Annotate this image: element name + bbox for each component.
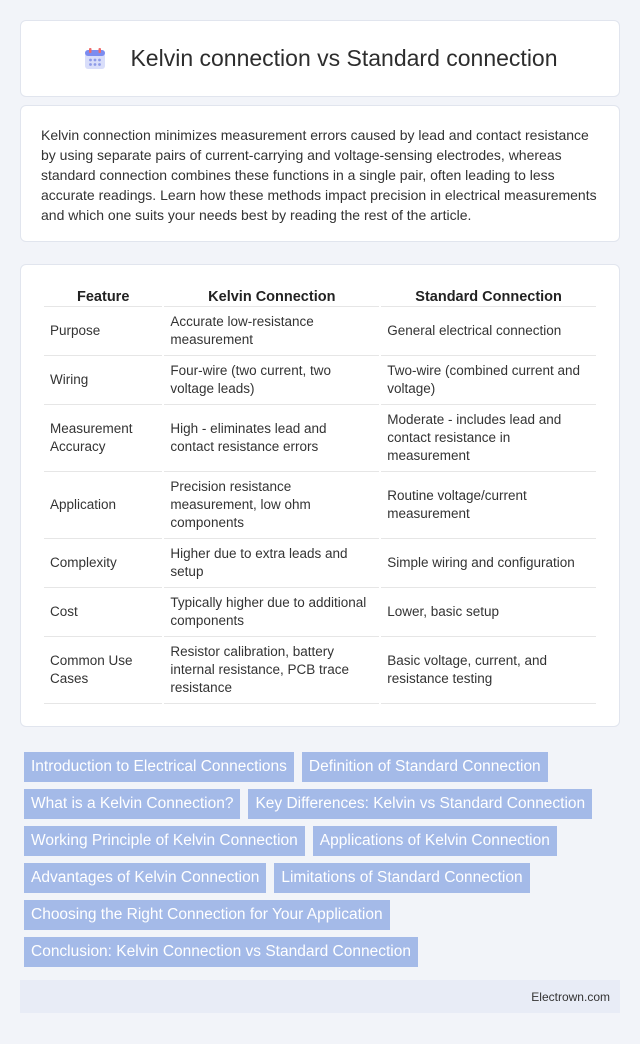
table-cell: Wiring [44,356,162,405]
tag-limitations[interactable]: Limitations of Standard Connection [274,863,529,893]
tag-choosing[interactable]: Choosing the Right Connection for Your Application [24,900,390,930]
header-standard: Standard Connection [381,283,596,307]
table-cell: Routine voltage/current measurement [381,472,596,539]
table-cell: Precision resistance measurement, low ohm components [164,472,379,539]
table-cell: Application [44,472,162,539]
tag-row [24,789,624,819]
table-cell: Moderate - includes lead and contact resistance in measurement [381,405,596,472]
table-row [44,356,596,405]
table-cell: Accurate low-resistance measurement [164,307,379,356]
table-cell: Complexity [44,539,162,588]
tag-working-principle[interactable]: Working Principle of Kelvin Connection [24,826,305,856]
table-cell: Basic voltage, current, and resistance testing [381,637,596,704]
table-cell: Higher due to extra leads and setup [164,539,379,588]
tag-definition-standard[interactable]: Definition of Standard Connection [302,752,548,782]
tag-applications[interactable]: Applications of Kelvin Connection [313,826,557,856]
tag-row [24,900,624,930]
table-row [44,588,596,637]
calendar-icon [82,46,108,72]
table-cell: Common Use Cases [44,637,162,704]
tag-row [24,863,624,893]
table-cell: Simple wiring and configuration [381,539,596,588]
tag-advantages[interactable]: Advantages of Kelvin Connection [24,863,266,893]
comparison-table [42,283,598,704]
header-kelvin: Kelvin Connection [164,283,379,307]
table-row [44,539,596,588]
page-title: Kelvin connection vs Standard connection [130,45,558,71]
table-cell: General electrical connection [381,307,596,356]
tag-row [24,752,624,782]
table-cell: Four-wire (two current, two voltage leads) [164,356,379,405]
table-cell: Typically higher due to additional components [164,588,379,637]
table-row [44,307,596,356]
tag-row [24,937,624,967]
table-cell: Cost [44,588,162,637]
table-header-row [44,283,596,307]
header-card [20,20,620,97]
tag-what-is-kelvin[interactable]: What is a Kelvin Connection? [24,789,240,819]
table-row [44,405,596,472]
tag-key-differences[interactable]: Key Differences: Kelvin vs Standard Connection [248,789,592,819]
tag-conclusion[interactable]: Conclusion: Kelvin Connection vs Standard Connection [24,937,418,967]
table-cell: Two-wire (combined current and voltage) [381,356,596,405]
tag-introduction[interactable]: Introduction to Electrical Connections [24,752,294,782]
footer-site: Electrown.com [531,989,610,1004]
intro-card [20,105,620,242]
footer [20,980,620,1013]
table-cell: Purpose [44,307,162,356]
table-cell: Resistor calibration, battery internal resistance, PCB trace resistance [164,637,379,704]
topic-tags [24,752,624,974]
table-row [44,637,596,704]
comparison-table-card [20,264,620,727]
table-row [44,472,596,539]
table-cell: Measurement Accuracy [44,405,162,472]
header-feature: Feature [44,283,162,307]
intro-text: Kelvin connection minimizes measurement errors caused by lead and contact resistance by using separate pairs of current-carrying and voltage-sensing electrodes, whereas standard connection combines these functions in a single pair, often leading to less accurate readings. Learn how these methods impact precision in electrical measurements and which one suits your needs best by reading the rest of the article. [41,127,597,223]
table-cell: Lower, basic setup [381,588,596,637]
tag-row [24,826,624,856]
table-cell: High - eliminates lead and contact resistance errors [164,405,379,472]
